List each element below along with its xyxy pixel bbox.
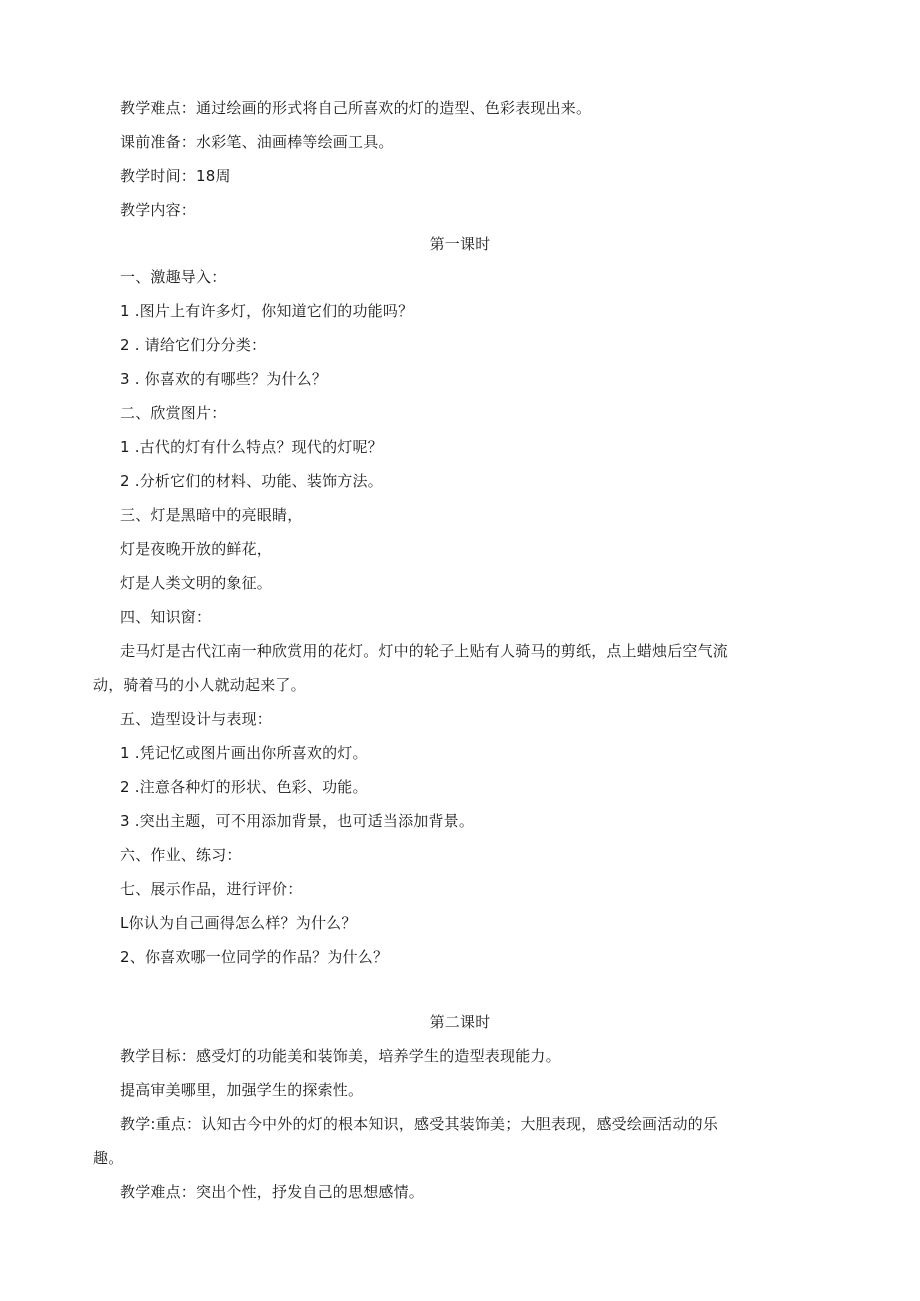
section-2-item-1: 1 .古代的灯有什么特点？现代的灯呢？ bbox=[120, 438, 383, 456]
section-4-title: 四、知识窗： bbox=[120, 608, 212, 626]
section-1-item-3: 3 . 你喜欢的有哪些？为什么？ bbox=[120, 370, 328, 388]
section-7-title: 七、展示作品，进行评价： bbox=[120, 880, 303, 898]
section-6-title: 六、作业、练习： bbox=[120, 846, 242, 864]
teaching-key-point-line-1: 教学:重点：认知古今中外的灯的根本知识，感受其装饰美；大胆表现，感受绘画活动的乐 bbox=[120, 1115, 719, 1133]
section-4-paragraph-line-2: 动，骑着马的小人就动起来了。 bbox=[93, 676, 306, 694]
section-5-item-1: 1 .凭记忆或图片画出你所喜欢的灯。 bbox=[120, 744, 368, 762]
teaching-goal: 教学目标：感受灯的功能美和装饰美，培养学生的造型表现能力。 bbox=[120, 1047, 561, 1065]
section-1-item-1: 1 .图片上有许多灯，你知道它们的功能吗？ bbox=[120, 302, 414, 320]
section-7-item-2: 2、你喜欢哪一位同学的作品？为什么？ bbox=[120, 948, 389, 966]
teaching-key-point-line-2: 趣。 bbox=[93, 1149, 124, 1167]
section-2-title: 二、欣赏图片： bbox=[120, 404, 227, 422]
section-3-line-3: 灯是人类文明的象征。 bbox=[120, 574, 273, 592]
lesson-two-heading: 第二课时 bbox=[429, 1013, 491, 1031]
section-5-title: 五、造型设计与表现： bbox=[120, 710, 273, 728]
section-2-item-2: 2 .分析它们的材料、功能、装饰方法。 bbox=[120, 472, 383, 490]
teaching-content: 教学内容： bbox=[120, 201, 197, 219]
preparation: 课前准备：水彩笔、油画棒等绘画工具。 bbox=[120, 133, 394, 151]
section-5-item-3: 3 .突出主题，可不用添加背景，也可适当添加背景。 bbox=[120, 812, 475, 830]
section-1-item-2: 2 . 请给它们分分类： bbox=[120, 336, 267, 354]
section-7-item-1: L你认为自己画得怎么样？为什么？ bbox=[120, 914, 357, 932]
section-1-title: 一、激趣导入： bbox=[120, 268, 227, 286]
section-3-title: 三、灯是黑暗中的亮眼睛， bbox=[120, 506, 303, 524]
teaching-difficulty-1: 教学难点：通过绘画的形式将自己所喜欢的灯的造型、色彩表现出来。 bbox=[120, 99, 592, 117]
lesson-one-heading: 第一课时 bbox=[429, 235, 491, 253]
section-4-paragraph-line-1: 走马灯是古代江南一种欣赏用的花灯。灯中的轮子上贴有人骑马的剪纸，点上蜡烛后空气流 bbox=[120, 642, 729, 660]
teaching-time: 教学时间：18周 bbox=[120, 167, 231, 185]
section-3-line-2: 灯是夜晚开放的鲜花， bbox=[120, 540, 273, 558]
section-5-item-2: 2 .注意各种灯的形状、色彩、功能。 bbox=[120, 778, 368, 796]
teaching-goal-2: 提高审美哪里，加强学生的探索性。 bbox=[120, 1081, 364, 1099]
teaching-difficulty-2: 教学难点：突出个性，抒发自己的思想感情。 bbox=[120, 1183, 425, 1201]
